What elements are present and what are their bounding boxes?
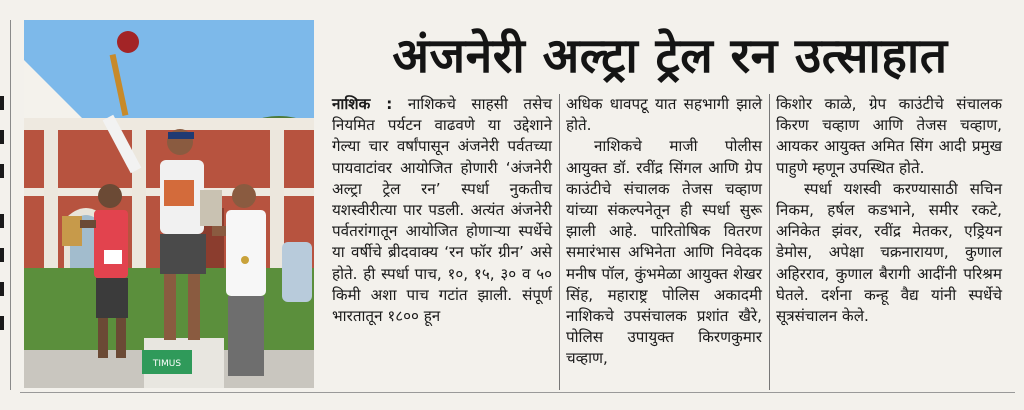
article-column-1 bbox=[332, 94, 552, 327]
text-fragment bbox=[0, 96, 4, 110]
column-divider bbox=[769, 94, 770, 390]
text-fragment bbox=[0, 214, 4, 228]
text-fragment bbox=[0, 164, 4, 178]
podium-banner: TIMUS bbox=[152, 359, 182, 369]
paragraph: अधिक धावपटू यात सहभागी झाले होते. bbox=[566, 95, 762, 135]
column-divider bbox=[559, 94, 560, 390]
bottom-rule bbox=[20, 392, 1015, 393]
text-fragment bbox=[0, 316, 4, 330]
paragraph-text: नाशिकचे साहसी तसेच नियमित पर्यटन वाढवणे या उद्देशाने गेल्या चार वर्षांपासून अंजनेरी पर्वतच्या पायवाटांवर आयोजित होणारी ‘अंजनेरी अल्ट्रा ट्रेल रन’ स्पर्धा नुकतीच यशस्वीरीत्या पार पडली. अत्यंत अंजनेरी पर्वतरांगातून आयोजित होणाऱ्या स्पर्धेचे या वर्षीचे ब्रीदवाक्य ‘रन फॉर ग्रीन’ असे होते. ही स्पर्धा पाच, १०, १५, ३० व ५० किमी अशा पाच गटांत झाली. संपूर्ण भारतातून १८०० हून bbox=[332, 95, 552, 326]
column-divider bbox=[10, 20, 11, 390]
article-column-3 bbox=[776, 94, 1002, 327]
text-fragment bbox=[0, 282, 4, 296]
headline: अंजनेरी अल्ट्रा ट्रेल रन उत्साहात bbox=[392, 28, 948, 84]
text-fragment bbox=[0, 248, 4, 262]
dateline: नाशिक : bbox=[332, 95, 393, 113]
race-winners-photo bbox=[24, 20, 314, 388]
article-column-2 bbox=[566, 94, 762, 370]
text-fragment bbox=[0, 130, 4, 144]
paragraph: किशोर काळे, ग्रेप काउंटीचे संचालक किरण चव्हाण आणि तेजस चव्हाण, आयकर आयुक्त अमित सिंग आदी प्रमुख पाहुणे म्हणून उपस्थित होते. bbox=[776, 95, 1002, 177]
news-photo bbox=[24, 20, 314, 388]
paragraph: स्पर्धा यशस्वी करण्यासाठी सचिन निकम, हर्षल कडभाने, समीर रकटे, अनिकेत झंवर, रवींद्र मेतकर, एड्रियन डेमोस, अपेक्षा चक्रनारायण, कुणाल अहिरराव, कुणाल बैरागी आदींनी परिश्रम घेतले. दर्शना कन्हू वैद्य यांनी स्पर्धेचे सूत्रसंचालन केले. bbox=[776, 179, 1002, 326]
paragraph bbox=[332, 94, 552, 327]
adjacent-column-edge bbox=[0, 0, 20, 410]
paragraph: नाशिकचे माजी पोलीस आयुक्त डॉ. रवींद्र सिंगल आणि ग्रेप काउंटीचे संचालक तेजस चव्हाण यांच्या संकल्पनेतून ही स्पर्धा सुरू झाली आहे. पारितोषिक वितरण समारंभास अभिनेता आणि निवेदक मनीष पॉल, कुंभमेळा आयुक्त शेखर सिंह, महाराष्ट्र पोलिस अकादमी नाशिकचे उपसंचालक प्रशांत खैरे, पोलिस उपायुक्त किरणकुमार चव्हाण, bbox=[566, 137, 762, 368]
